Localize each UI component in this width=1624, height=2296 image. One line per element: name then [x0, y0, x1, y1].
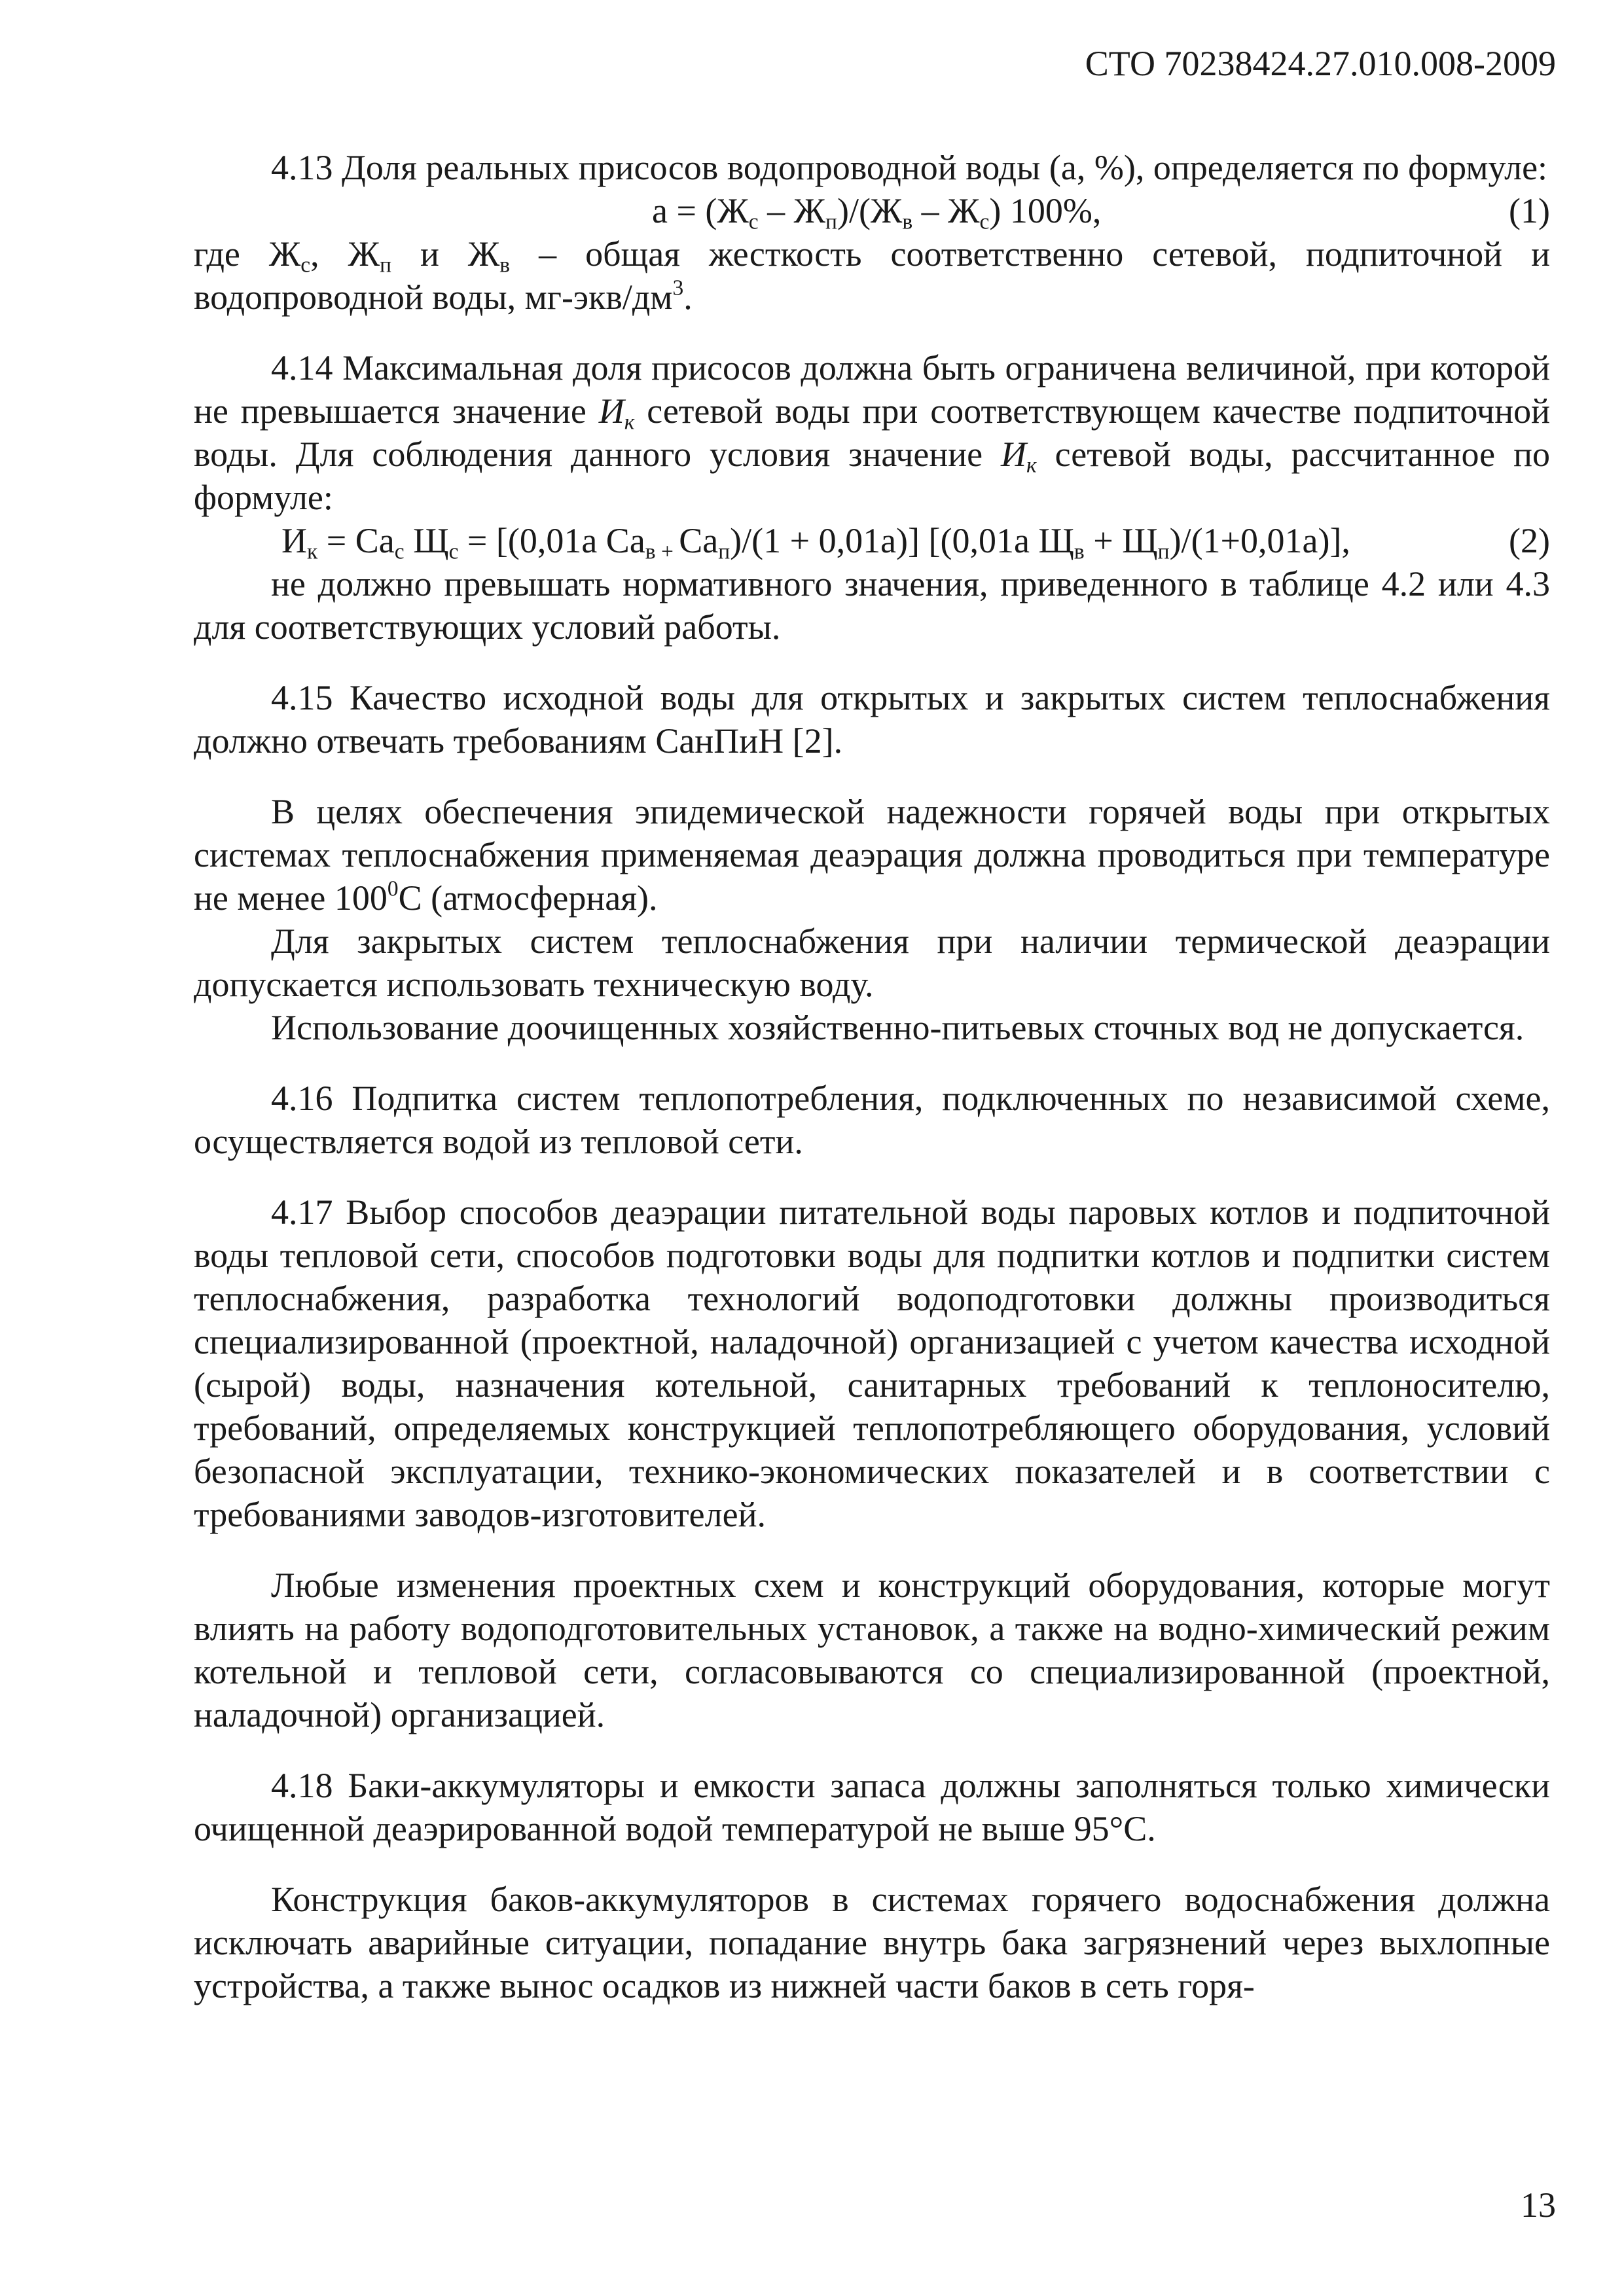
paragraph-tank-design: Конструкция баков-аккумуляторов в системах горячего водоснабжения должна исключать аварийные ситуации, попадание внутрь бака загрязнений через выхлопные устройства, а также вынос осадков из нижней части баков в сеть горя-: [194, 1880, 1550, 2005]
paragraph-sewage-water: Использование доочищенных хозяйственно-питьевых сточных вод не допускается.: [271, 1008, 1525, 1047]
paragraph-4-17: 4.17 Выбор способов деаэрации питательной воды паровых котлов и подпиточной воды тепловой сети, способов подготовки воды для подпитки котлов и подпитки систем теплоснабжения, разработка технологий водоподготовки должны производиться специализированной (проектной, наладочной) организацией с учетом качества исходной (сырой) воды, назначения котельной, санитарных требований к теплоносителю, требований, определяемых конструкцией теплопотребляющего оборудования, условий безопасной эксплуатации, технико-экономических показателей и в соответствии с требованиями заводов-изготовителей.: [194, 1193, 1550, 1534]
paragraph-design-changes: Любые изменения проектных схем и конструкций оборудования, которые могут влиять на работу водоподготовительных установок, а также на водно-химический режим котельной и тепловой сети, согласовываются со специализированной (проектной, наладочной) организацией.: [194, 1566, 1550, 1734]
formula-1-number: (1): [1509, 191, 1550, 230]
formula-1: [194, 189, 1550, 232]
paragraph-closed-systems: Для закрытых систем теплоснабжения при наличии термической деаэрации допускается использовать техническую воду.: [194, 922, 1550, 1004]
formula-2-expression: $И_к = Са_с$ $Щ_с = [(0,01а$ $Са_{в +}$ $Са_п)/(1 + 0,01а)$] [(0,01а $Щ_в + Щ_п)/(1+0,01а)$],: [281, 521, 1350, 564]
paragraph-4-15: 4.15 Качество исходной воды для открытых и закрытых систем теплоснабжения должно отвечать требованиям СанПиН [2].: [194, 678, 1550, 761]
paragraph-4-13: 4.13 Доля реальных присосов водопроводной воды (а, %), определяется по формуле:: [271, 148, 1548, 187]
formula-1-expression: $а = (Ж_с - Ж_п)/(Ж_в - Ж_с)$ 100%,: [652, 191, 1102, 234]
document-body: [194, 146, 1550, 2007]
paragraph-4-18: 4.18 Баки-аккумуляторы и емкости запаса должны заполняться только химически очищенной деаэрированной водой температурой не выше 95°С.: [194, 1766, 1550, 1848]
paragraph-epidemic-reliability: В целях обеспечения эпидемической надежности горячей воды при открытых системах теплоснабжения применяемая деаэрация должна проводиться при температуре не менее $100^0С$ (атмосферная).: [194, 792, 1550, 918]
document-code-header: СТО 70238424.27.010.008-2009: [1085, 44, 1556, 83]
formula-2-number: (2): [1509, 521, 1550, 560]
page-number: 13: [1521, 2185, 1556, 2225]
paragraph-4-14: 4.14 Максимальная доля присосов должна быть ограничена величиной, при которой не превышается значение $И_к$ сетевой воды при соответствующем качестве подпиточной воды. Для соблюдения данного условия значение $И_к$ сетевой воды, рассчитанное по формуле:: [194, 348, 1550, 517]
formula-2: [194, 519, 1550, 562]
paragraph-4-16: 4.16 Подпитка систем теплопотребления, подключенных по независимой схеме, осуществляется водой из тепловой сети.: [194, 1079, 1550, 1161]
paragraph-4-14-continuation: не должно превышать нормативного значения, приведенного в таблице 4.2 или 4.3 для соответствующих условий работы.: [194, 564, 1550, 647]
formula-1-legend: где $Ж_с$, $Ж_п$ и $Ж_в$ – общая жесткость соответственно сетевой, подпиточной и водопроводной воды, $мг-экв/дм^3$.: [194, 234, 1550, 317]
